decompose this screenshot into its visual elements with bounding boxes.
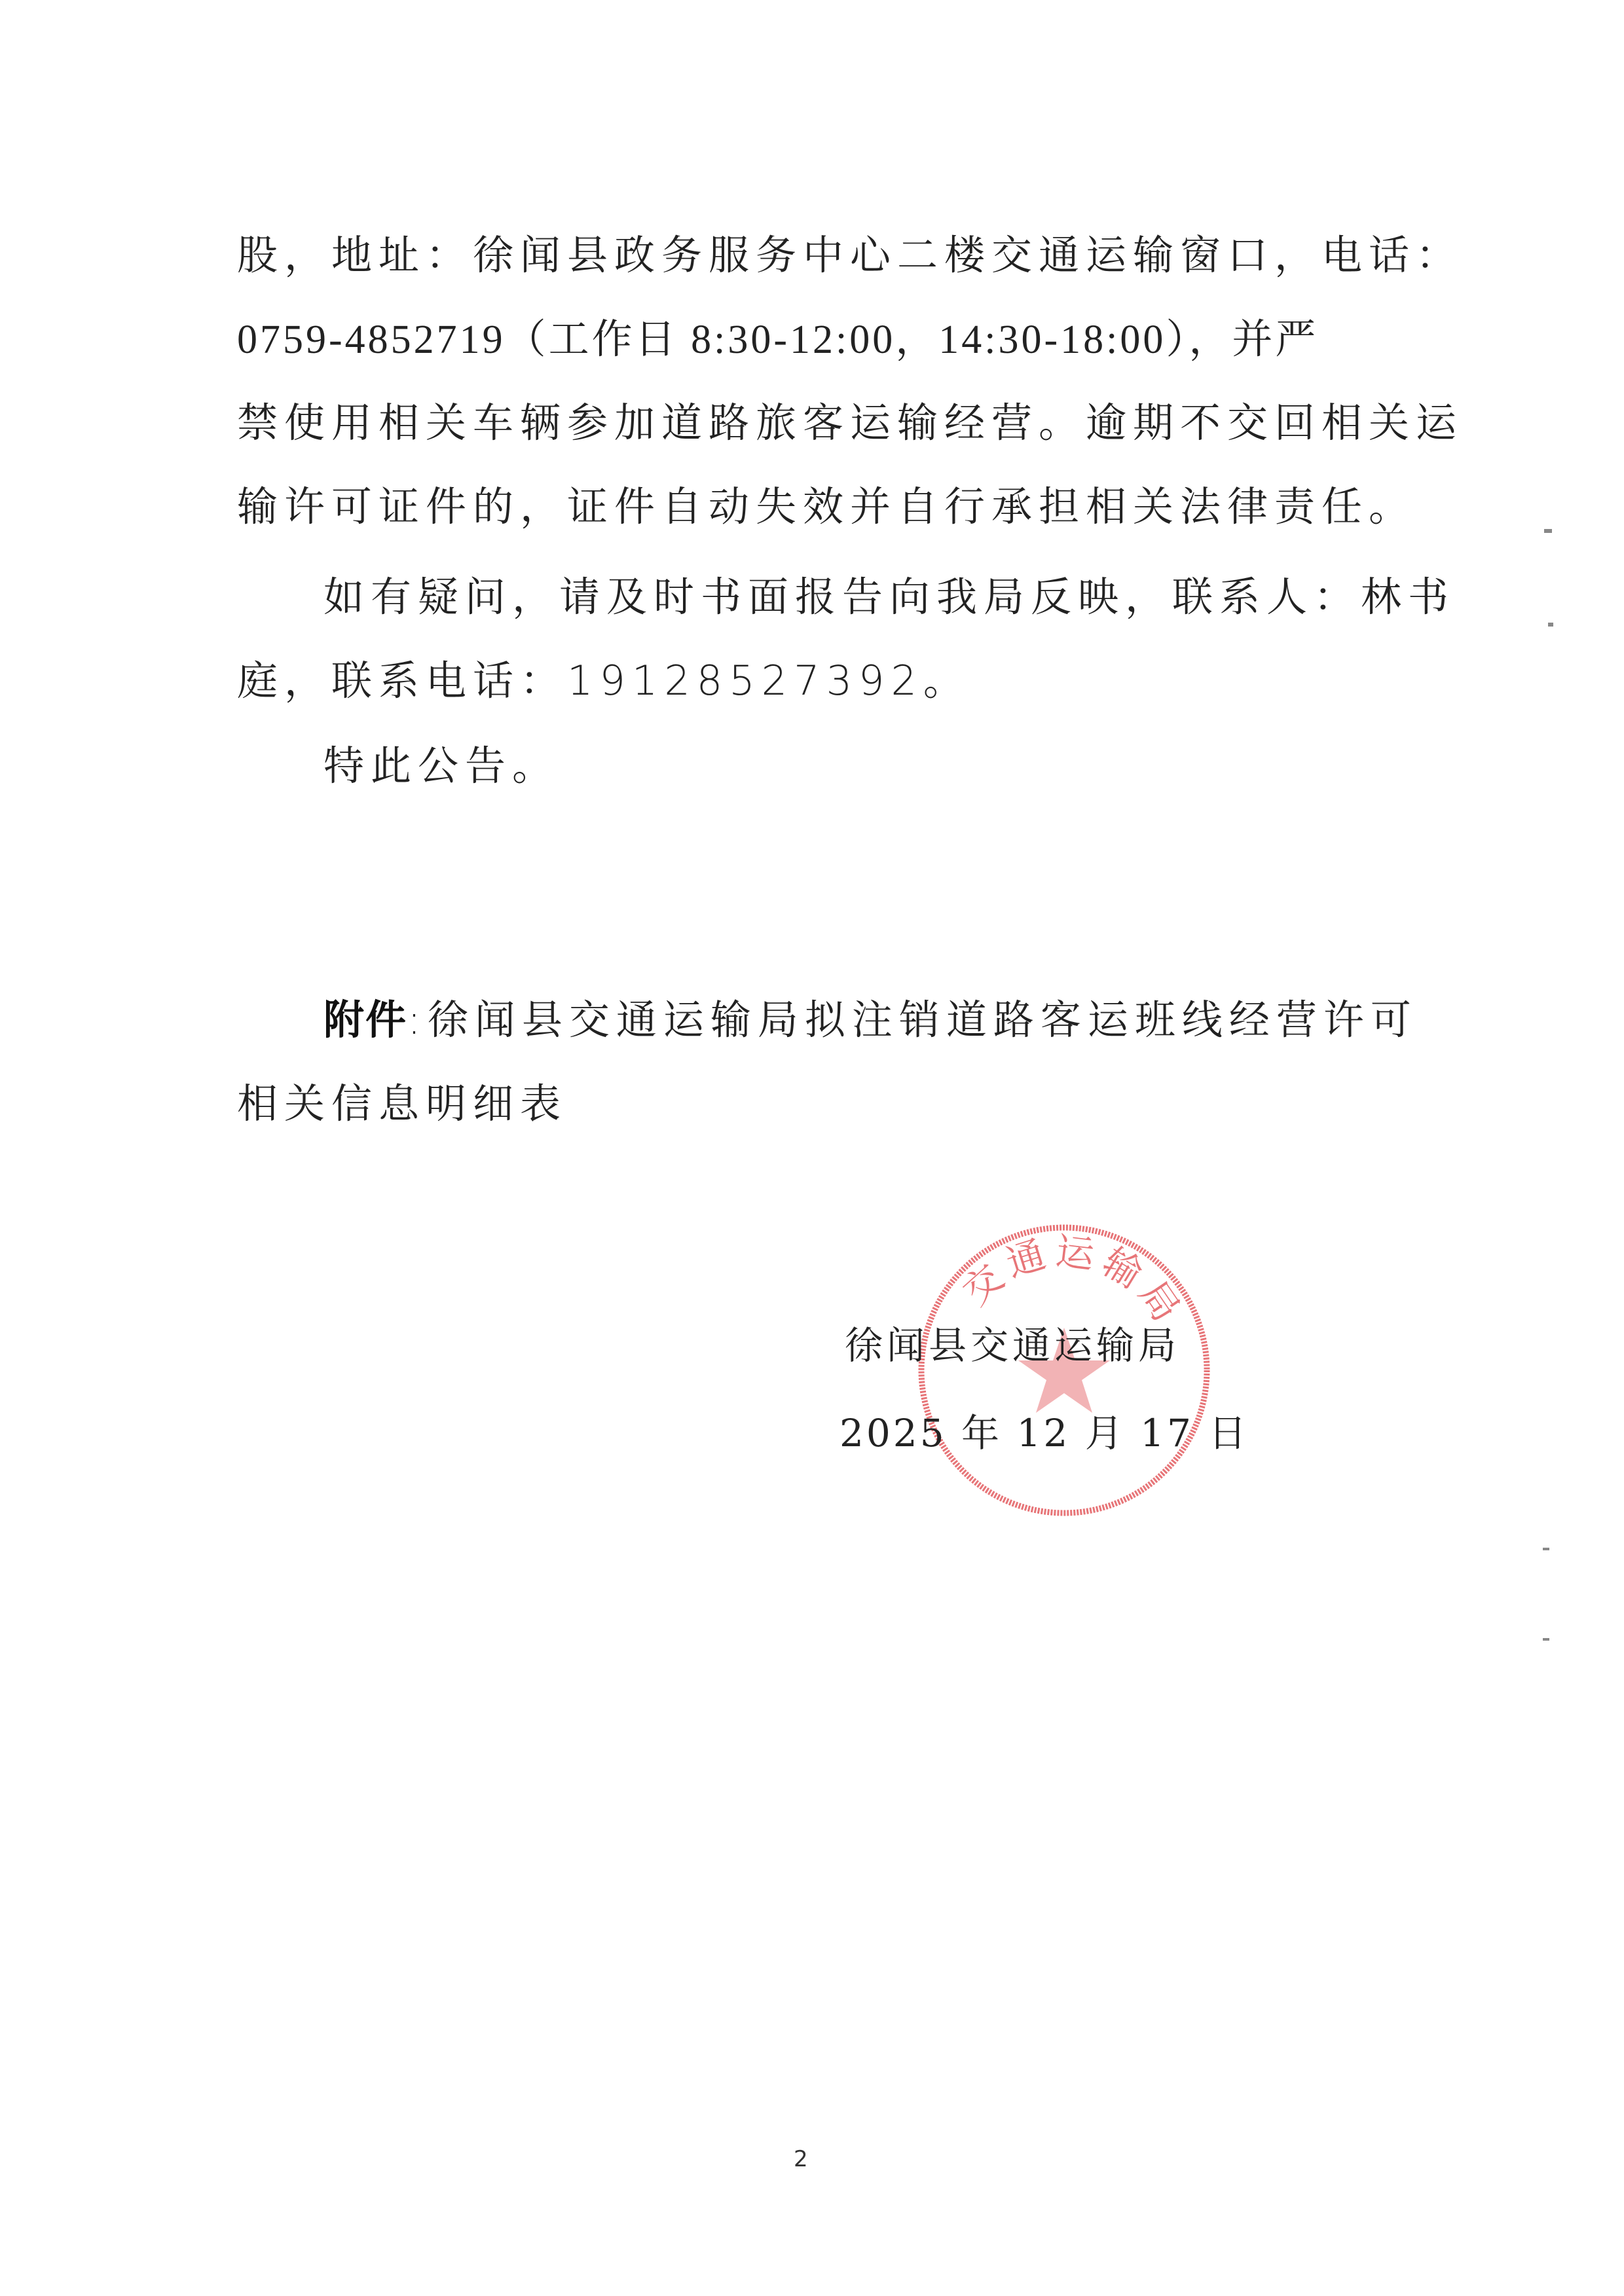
page-number: 2 xyxy=(794,2146,808,2172)
scan-artifact xyxy=(1544,529,1552,533)
attachment-separator: : xyxy=(407,996,428,1044)
attachment-label: 附件 xyxy=(323,996,408,1044)
body-line-2: 0759-4852719（工作日 8:30-12:00，14:30-18:00），并严 xyxy=(237,318,1319,362)
body-line-3: 禁使用相关车辆参加道路旅客运输经营。逾期不交回相关运 xyxy=(237,399,1464,446)
contact-line-2: 庭，联系电话：19128527392。 xyxy=(237,657,970,704)
closing-text: 特此公告。 xyxy=(323,742,560,790)
attachment-line-2: 相关信息明细表 xyxy=(237,1080,568,1127)
attachment-title: 徐闻县交通运输局拟注销道路客运班线经营许可 xyxy=(427,996,1418,1044)
body-line-1: 股，地址：徐闻县政务服务中心二楼交通运输窗口，电话： xyxy=(237,231,1464,279)
official-seal-icon xyxy=(910,1216,1218,1524)
issue-date: 2025 年 12 月 17 日 xyxy=(840,1411,1249,1455)
svg-text:交通运输局: 交通运输局 xyxy=(953,1228,1192,1335)
body-line-4: 输许可证件的，证件自动失效并自行承担相关法律责任。 xyxy=(237,483,1416,530)
contact-line-1: 如有疑问，请及时书面报告向我局反映，联系人：林书 xyxy=(323,573,1456,621)
issuer-name: 徐闻县交通运输局 xyxy=(845,1323,1181,1368)
scan-artifact xyxy=(1543,1638,1549,1641)
attachment-line-1 xyxy=(323,987,1418,1046)
scan-artifact xyxy=(1543,1548,1549,1550)
scan-artifact xyxy=(1548,623,1553,627)
